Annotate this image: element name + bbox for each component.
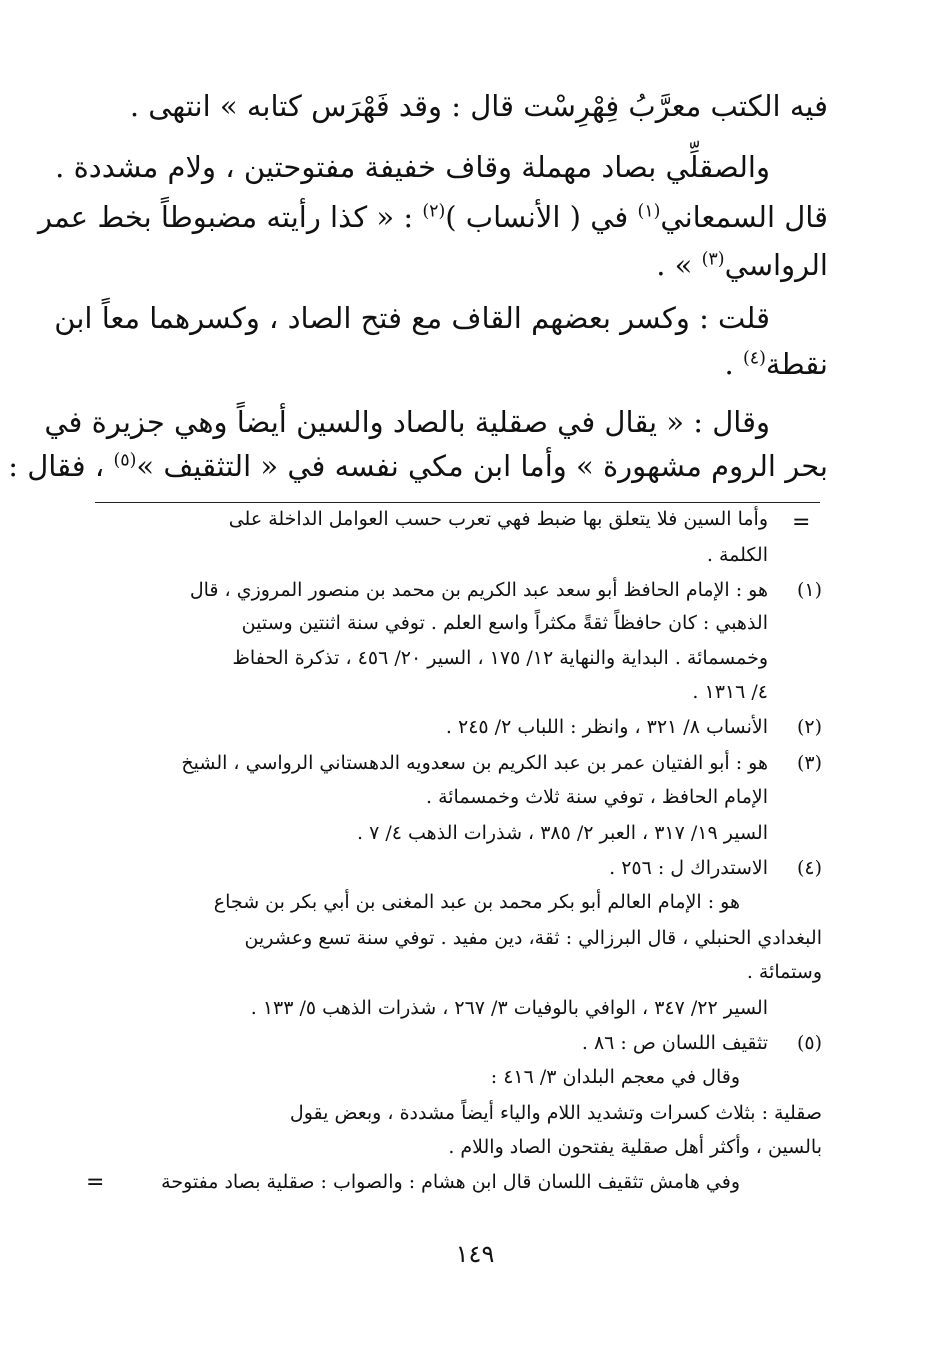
footnote-ref-3[interactable]: (٣) xyxy=(701,249,725,270)
footnote-ref-5[interactable]: (٥) xyxy=(113,450,137,471)
footnote-ref-4[interactable]: (٤) xyxy=(742,348,766,369)
footnote-3-line-2: الإمام الحافظ ، توفي سنة ثلاث وخمسمائة . xyxy=(425,786,768,808)
footnote-1-line-1: هو : الإمام الحافظ أبو سعد عبد الكريم بن محمد بن منصور المروزي ، قال xyxy=(189,579,768,601)
body-text: نقطة xyxy=(765,347,828,381)
footnote-3-line-3: السير ١٩/ ٣١٧ ، العبر ٢/ ٣٨٥ ، شذرات الذهب ٤/ ٧ . xyxy=(356,822,768,844)
body-text: بحر الروم مشهورة » وأما ابن مكي نفسه في « التثقيف » xyxy=(136,449,828,483)
footnote-5-line-4: بالسين ، وأكثر أهل صقلية يفتحون الصاد واللام . xyxy=(448,1136,822,1158)
footnote-number-5: (٥) xyxy=(796,1032,822,1054)
footnote-4-line-3: البغدادي الحنبلي ، قال البرزالي : ثقة، دين مفيد . توفي سنة تسع وعشرين xyxy=(244,927,822,949)
page-number: ١٤٩ xyxy=(455,1240,495,1268)
body-text: . xyxy=(724,347,734,381)
continuation-marker-end: = xyxy=(86,1170,105,1195)
footnote-4-line-4: وستمائة . xyxy=(746,961,822,983)
footnote-ref-1[interactable]: (١) xyxy=(637,201,661,222)
footnote-1-line-2: الذهبي : كان حافظاً ثقةً مكثراً واسع العلم . توفي سنة اثنتين وستين xyxy=(241,612,768,634)
body-text: ، فقال : xyxy=(8,449,105,483)
body-text: في ( الأنساب ) xyxy=(445,200,629,234)
footnote-4-line-5: السير ٢٢/ ٣٤٧ ، الوافي بالوفيات ٣/ ٢٦٧ ، شذرات الذهب ٥/ ١٣٣ . xyxy=(250,997,768,1019)
body-line-1: فيه الكتب معرَّبُ فِهْرِسْت قال : وقد فَهْرَس كتابه » انتهى . xyxy=(129,89,828,123)
footnote-number-1: (١) xyxy=(796,579,822,601)
footnote-number-3: (٣) xyxy=(796,752,822,774)
footnote-2-line-1: الأنساب ٨/ ٣٢١ ، وانظر : اللباب ٢/ ٢٤٥ . xyxy=(445,716,768,738)
body-text: » . xyxy=(656,248,693,282)
footnote-5-line-5: وفي هامش تثقيف اللسان قال ابن هشام : والصواب : صقلية بصاد مفتوحة xyxy=(161,1171,740,1193)
body-text: الرواسي xyxy=(724,248,828,282)
footnote-continued-line-1: وأما السين فلا يتعلق بها ضبط فهي تعرب حسب العوامل الداخلة على xyxy=(228,508,768,530)
footnote-4-line-2: هو : الإمام العالم أبو بكر محمد بن عبد المغنى بن أبي بكر بن شجاع xyxy=(213,891,740,913)
body-line-4 xyxy=(656,245,828,285)
footnote-continued-line-2: الكلمة . xyxy=(706,544,768,566)
body-line-8 xyxy=(8,446,828,486)
continuation-marker: = xyxy=(792,510,811,535)
body-line-5: قلت : وكسر بعضهم القاف مع فتح الصاد ، وكسرهما معاً ابن xyxy=(54,301,770,335)
body-line-6 xyxy=(725,344,828,384)
body-text: قال السمعاني xyxy=(660,200,828,234)
footnote-ref-2[interactable]: (٢) xyxy=(422,201,446,222)
footnote-number-4: (٤) xyxy=(796,857,822,879)
footnote-divider xyxy=(95,502,820,503)
footnote-3-line-1: هو : أبو الفتيان عمر بن عبد الكريم بن سعدويه الدهستاني الرواسي ، الشيخ xyxy=(181,752,768,774)
body-line-2: والصقلِّي بصاد مهملة وقاف خفيفة مفتوحتين ، ولام مشددة . xyxy=(55,150,770,184)
footnote-5-line-3: صقلية : بثلاث كسرات وتشديد اللام والياء أيضاً مشددة ، وبعض يقول xyxy=(289,1102,822,1124)
body-line-7: وقال : « يقال في صقلية بالصاد والسين أيضاً وهي جزيرة في xyxy=(44,405,770,439)
body-line-3 xyxy=(38,197,828,237)
body-text: : « كذا رأيته مضبوطاً بخط عمر xyxy=(38,200,414,234)
footnote-4-line-1: الاستدراك ل : ٢٥٦ . xyxy=(609,857,768,879)
footnote-number-2: (٢) xyxy=(796,716,822,738)
footnote-5-line-2: وقال في معجم البلدان ٣/ ٤١٦ : xyxy=(490,1066,740,1088)
footnote-1-line-3: وخمسمائة . البداية والنهاية ١٢/ ١٧٥ ، السير ٢٠/ ٤٥٦ ، تذكرة الحفاظ xyxy=(232,647,768,669)
footnote-5-line-1: تثقيف اللسان ص : ٨٦ . xyxy=(581,1032,768,1054)
footnote-1-line-4: ٤/ ١٣١٦ . xyxy=(692,681,768,703)
